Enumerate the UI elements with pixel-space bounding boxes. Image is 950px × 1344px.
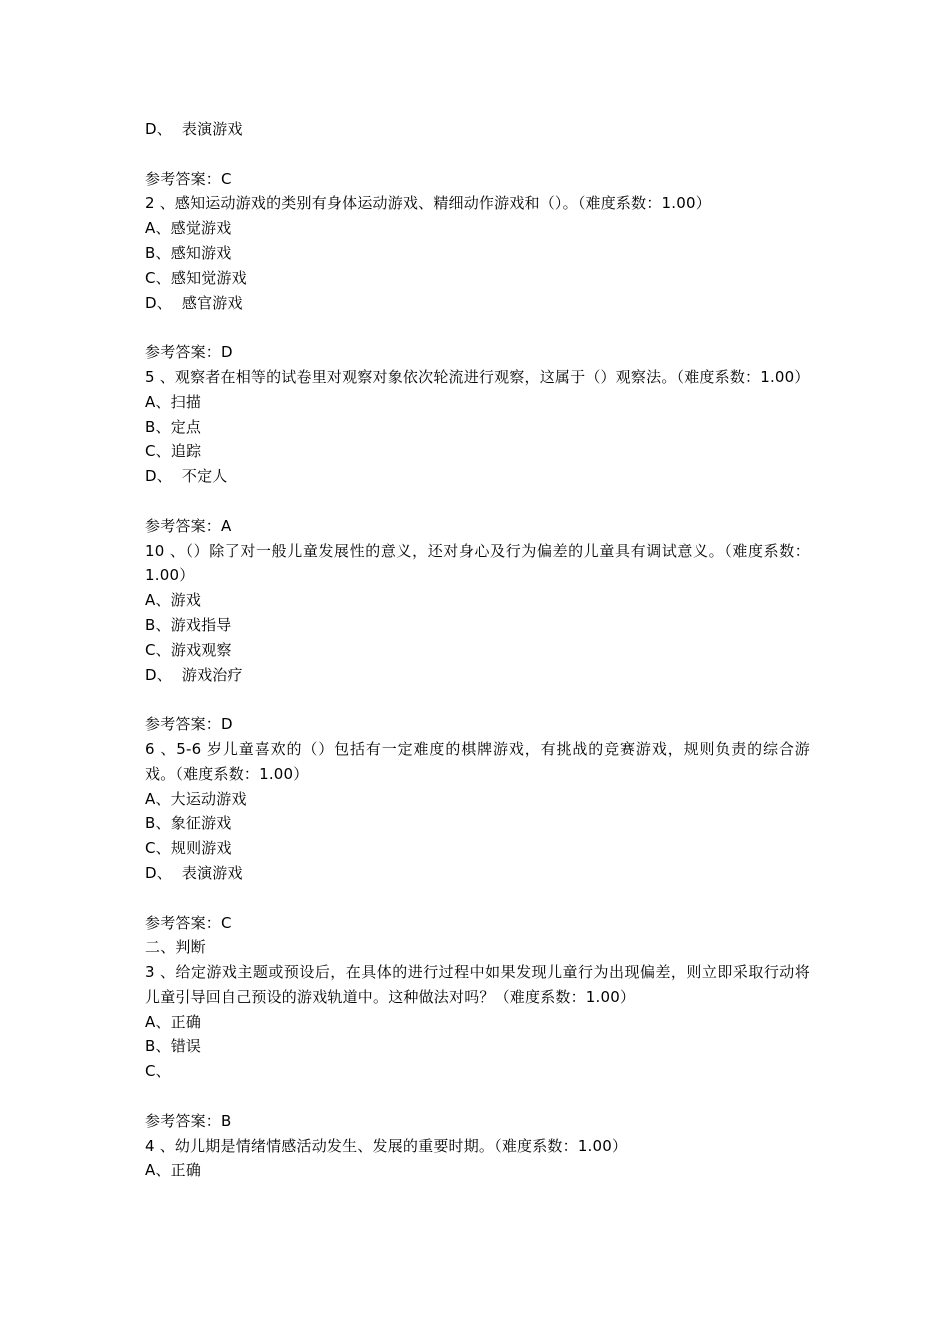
- option-c: C、游戏观察: [145, 640, 232, 659]
- answer-line: 参考答案：A: [145, 516, 232, 535]
- question-text: 4 、幼儿期是情绪情感活动发生、发展的重要时期。（难度系数：1.00）: [145, 1136, 628, 1155]
- spacer: [145, 315, 810, 340]
- document-content: [145, 117, 810, 1183]
- spacer: [145, 687, 810, 712]
- option-c: C、感知觉游戏: [145, 268, 247, 287]
- option-a: A、正确: [145, 1012, 202, 1031]
- option-d: D、 不定人: [145, 467, 228, 486]
- question-text: 10 、（）除了对一般儿童发展性的意义，还对身心及行为偏差的儿童具有调试意义。（难度系数：1.00）: [145, 541, 810, 585]
- option-d: D、 表演游戏: [145, 120, 243, 138]
- option-a: A、扫描: [145, 392, 202, 411]
- spacer: [145, 142, 810, 167]
- option-a: A、大运动游戏: [145, 789, 247, 808]
- option-d: D、 表演游戏: [145, 863, 243, 882]
- option-c: C、: [145, 1062, 171, 1081]
- option-a: A、正确: [145, 1161, 202, 1180]
- option-a: A、游戏: [145, 591, 202, 610]
- option-d: D、 感官游戏: [145, 293, 243, 312]
- answer-line: 参考答案：C: [145, 913, 232, 932]
- option-c: C、追踪: [145, 442, 202, 461]
- option-b: B、感知游戏: [145, 243, 232, 262]
- option-a: A、感觉游戏: [145, 219, 232, 238]
- answer-line: 参考答案：B: [145, 1111, 232, 1130]
- question-text: 6 、5-6 岁儿童喜欢的（）包括有一定难度的棋牌游戏，有挑战的竞赛游戏，规则负责的综合游戏。（难度系数：1.00）: [145, 739, 810, 783]
- spacer: [145, 886, 810, 911]
- answer-line: 参考答案：C: [145, 169, 232, 188]
- option-c: C、规则游戏: [145, 839, 232, 858]
- option-d: D、 游戏治疗: [145, 665, 243, 684]
- spacer: [145, 489, 810, 514]
- answer-line: 参考答案：D: [145, 343, 233, 362]
- section-title: 二、判断: [145, 938, 206, 957]
- question-text: 3 、给定游戏主题或预设后，在具体的进行过程中如果发现儿童行为出现偏差，则立即采取行动将儿童引导回自己预设的游戏轨道中。这种做法对吗？（难度系数：1.00）: [145, 963, 810, 1006]
- answer-line: 参考答案：D: [145, 715, 233, 734]
- option-b: B、游戏指导: [145, 615, 232, 634]
- question-text: 2 、感知运动游戏的类别有身体运动游戏、精细动作游戏和（）。（难度系数：1.00）: [145, 194, 711, 213]
- question-text: 5 、观察者在相等的试卷里对观察对象依次轮流进行观察，这属于（）观察法。（难度系数：1.00）: [145, 367, 810, 386]
- option-b: B、定点: [145, 417, 202, 436]
- option-b: B、象征游戏: [145, 814, 232, 833]
- spacer: [145, 1084, 810, 1109]
- option-b: B、错误: [145, 1037, 202, 1056]
